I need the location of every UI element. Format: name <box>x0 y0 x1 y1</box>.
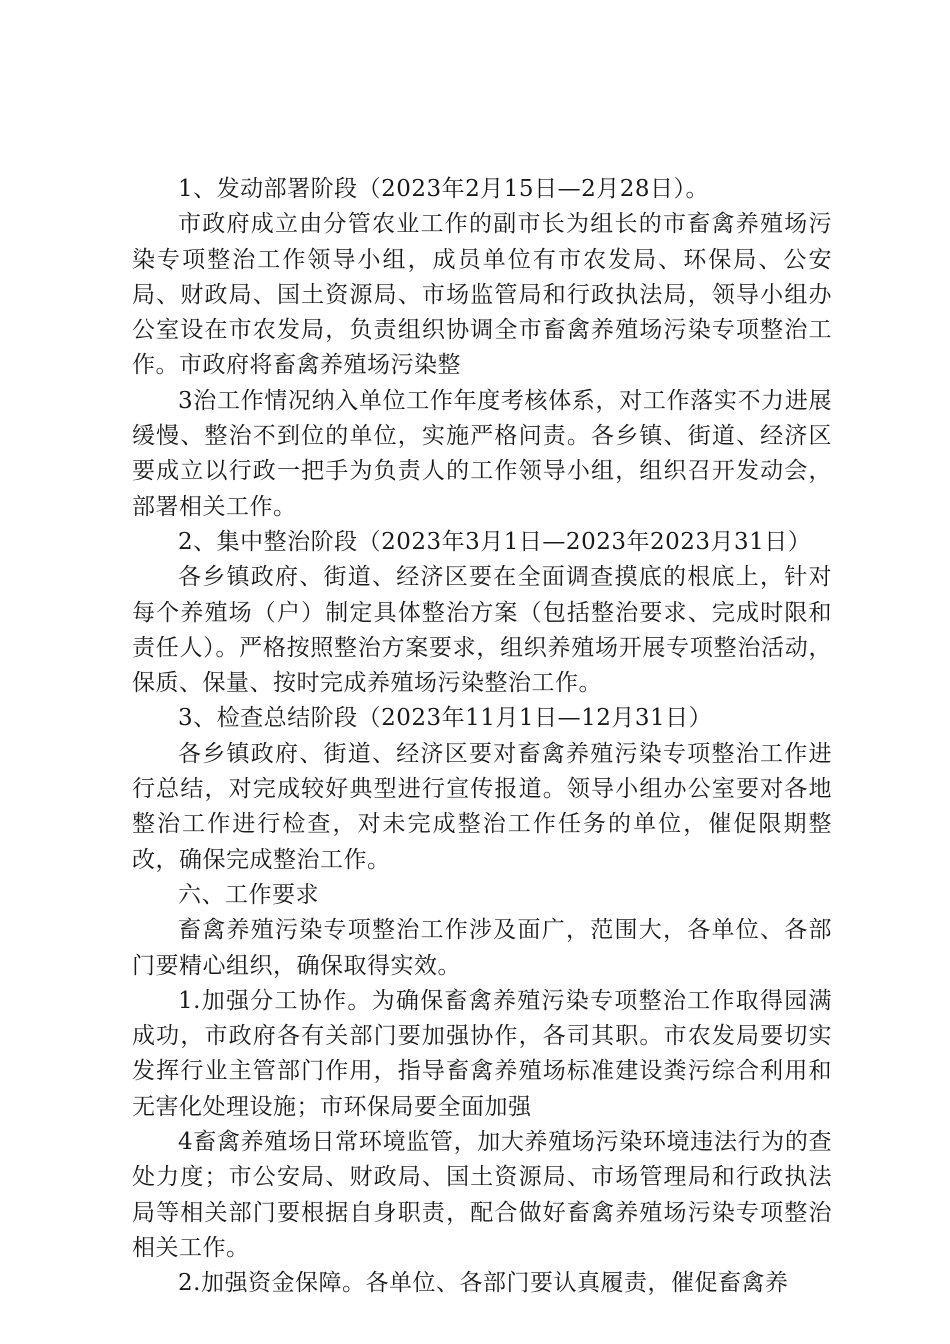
document-body <box>132 172 832 1302</box>
paragraph-funding: 2.加强资金保障。各单位、各部门要认真履责，催促畜禽养 <box>178 1270 789 1297</box>
paragraph-assessment: 3治工作情况纳入单位工作年度考核体系，对工作落实不力进展缓慢、整治不到位的单位，实施严格问责。各乡镇、街道、经济区要成立以行政一把手为负责人的工作领导小组，组织召开发动会，部署相关工作。 <box>132 387 832 520</box>
paragraph-phase-1-heading: 1、发动部署阶段（2023年2月15日—2月28日）。 <box>178 176 709 202</box>
section-heading-requirements: 六、工作要求 <box>178 881 319 908</box>
paragraph-phase-3-heading: 3、检查总结阶段（2023年11月1日—12月31日） <box>178 705 713 732</box>
paragraph-rectification-plan: 各乡镇政府、街道、经济区要在全面调查摸底的根底上，针对每个养殖场（户）制定具体整治方案（包括整治要求、完成时限和责任人）。严格按照整治方案要求，组织养殖场开展专项整治活动，保质、保量、按时完成养殖场污染整治工作。 <box>132 564 832 697</box>
paragraph-phase-2-heading: 2、集中整治阶段（2023年3月1日—2023年2023月31日） <box>178 528 812 555</box>
paragraph-supervision: 4畜禽养殖场日常环境监管，加大养殖场污染环境违法行为的查处力度；市公安局、财政局、国土资源局、市场管理局和行政执法局等相关部门要根据自身职责，配合做好畜禽养殖场污染专项整治相关工作。 <box>132 1129 832 1261</box>
paragraph-summary: 各乡镇政府、街道、经济区要对畜禽养殖污染专项整治工作进行总结，对完成较好典型进行宣传报道。领导小组办公室要对各地整治工作进行检查，对未完成整治工作任务的单位，催促限期整改，确保完成整治工作。 <box>132 740 832 873</box>
paragraph-cooperation: 1.加强分工协作。为确保畜禽养殖污染专项整治工作取得园满成功，市政府各有关部门要加强协作，各司其职。市农发局要切实发挥行业主管部门作用，指导畜禽养殖场标准建设粪污综合利用和无害化处理设施；市环保局要全面加强 <box>132 987 832 1120</box>
paragraph-requirements-intro: 畜禽养殖污染专项整治工作涉及面广，范围大，各单位、各部门要精心组织，确保取得实效。 <box>132 917 832 979</box>
paragraph-leading-group: 市政府成立由分管农业工作的副市长为组长的市畜禽养殖场污染专项整治工作领导小组，成员单位有市农发局、环保局、公安局、财政局、国土资源局、市场监管局和行政执法局，领导小组办公室设在市农发局，负责组织协调全市畜禽养殖场污染专项整治工作。市政府将畜禽养殖场污染整 <box>132 211 832 379</box>
